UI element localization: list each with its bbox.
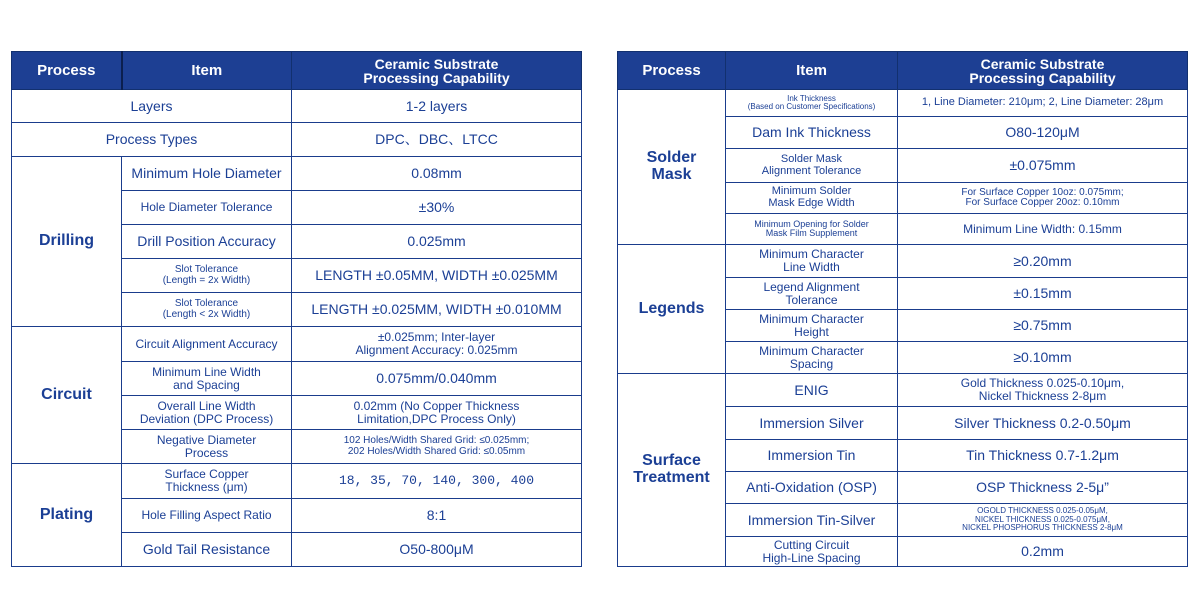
value-cell: ±30%: [292, 191, 582, 225]
value-cell: For Surface Copper 10oz: 0.075mm; For Surface Copper 20oz: 0.10mm: [898, 183, 1188, 214]
item-cell: Solder Mask Alignment Tolerance: [726, 149, 898, 183]
right-spec-table: [617, 51, 1188, 567]
value-cell: ≥0.20mm: [898, 245, 1188, 278]
table-row: [12, 464, 582, 499]
left-spec-table: [11, 51, 582, 567]
value-cell: OGOLD THICKNESS 0.025-0.05μM, NICKEL THICKNESS 0.025-0.075μM, NICKEL PHOSPHORUS THICKNESS 2-8μM: [898, 504, 1188, 537]
item-cell: Hole Diameter Tolerance: [122, 191, 292, 225]
layers-value: 1-2 layers: [292, 90, 582, 123]
item-cell: Anti-Oxidation (OSP): [726, 472, 898, 504]
value-cell: 0.02mm (No Copper Thickness Limitation,DPC Process Only): [292, 396, 582, 430]
table-row: [618, 245, 1188, 278]
item-cell: Hole Filling Aspect Ratio: [122, 499, 292, 533]
table-row: [12, 90, 582, 123]
value-cell: ≥0.75mm: [898, 310, 1188, 342]
item-cell: Minimum Line Width and Spacing: [122, 362, 292, 396]
value-cell: 0.2mm: [898, 537, 1188, 567]
item-cell: Slot Tolerance (Length < 2x Width): [122, 293, 292, 327]
process-surface-treatment: Surface Treatment: [618, 374, 726, 567]
item-cell: Immersion Silver: [726, 407, 898, 440]
value-cell: O80-120μM: [898, 117, 1188, 149]
item-cell: Minimum Opening for Solder Mask Film Supplement: [726, 214, 898, 245]
header-item: Item: [726, 52, 898, 90]
process-types-value: DPC、DBC、LTCC: [292, 123, 582, 157]
item-cell: Dam Ink Thickness: [726, 117, 898, 149]
item-cell: Cutting Circuit High-Line Spacing: [726, 537, 898, 567]
table-row: [12, 123, 582, 157]
item-cell: Immersion Tin-Silver: [726, 504, 898, 537]
process-solder-mask: Solder Mask: [618, 90, 726, 245]
value-cell: OSP Thickness 2-5μ”: [898, 472, 1188, 504]
table-header-row: [618, 52, 1188, 90]
value-cell: ≥0.10mm: [898, 342, 1188, 374]
value-cell: Tin Thickness 0.7-1.2μm: [898, 440, 1188, 472]
item-cell: Gold Tail Resistance: [122, 533, 292, 567]
layers-label: Layers: [12, 90, 292, 123]
item-cell: Minimum Hole Diameter: [122, 157, 292, 191]
value-cell: O50-800μM: [292, 533, 582, 567]
value-cell: ±0.025mm; Inter-layer Alignment Accuracy: 0.025mm: [292, 327, 582, 362]
item-cell: Immersion Tin: [726, 440, 898, 472]
value-cell: 102 Holes/Width Shared Grid: ≤0.025mm; 202 Holes/Width Shared Grid: ≤0.05mm: [292, 430, 582, 464]
item-cell: Minimum Character Height: [726, 310, 898, 342]
item-cell: Ink Thickness (Based on Customer Specifications): [726, 90, 898, 117]
table-row: [12, 327, 582, 362]
value-cell: ±0.075mm: [898, 149, 1188, 183]
table-header-row: [12, 52, 582, 90]
item-cell: Negative Diameter Process: [122, 430, 292, 464]
header-process: Process: [618, 52, 726, 90]
table-row: [618, 374, 1188, 407]
value-cell: LENGTH ±0.05MM, WIDTH ±0.025MM: [292, 259, 582, 293]
table-row: [12, 157, 582, 191]
process-legends: Legends: [618, 245, 726, 374]
value-cell: Minimum Line Width: 0.15mm: [898, 214, 1188, 245]
process-plating: Plating: [12, 464, 122, 567]
process-drilling: Drilling: [12, 157, 122, 327]
item-cell: ENIG: [726, 374, 898, 407]
header-process: Process: [12, 52, 122, 90]
value-cell: Silver Thickness 0.2-0.50μm: [898, 407, 1188, 440]
value-cell: 8:1: [292, 499, 582, 533]
value-cell: 0.08mm: [292, 157, 582, 191]
process-circuit: Circuit: [12, 327, 122, 464]
header-item: Item: [122, 52, 292, 90]
item-cell: Circuit Alignment Accuracy: [122, 327, 292, 362]
value-cell: LENGTH ±0.025MM, WIDTH ±0.010MM: [292, 293, 582, 327]
item-cell: Overall Line Width Deviation (DPC Process): [122, 396, 292, 430]
value-cell: ±0.15mm: [898, 278, 1188, 310]
header-capability: Ceramic Substrate Processing Capability: [898, 52, 1188, 90]
value-cell: 0.075mm/0.040mm: [292, 362, 582, 396]
item-cell: Minimum Character Spacing: [726, 342, 898, 374]
item-cell: Legend Alignment Tolerance: [726, 278, 898, 310]
value-cell: Gold Thickness 0.025-0.10μm, Nickel Thickness 2-8μm: [898, 374, 1188, 407]
item-cell: Slot Tolerance (Length = 2x Width): [122, 259, 292, 293]
item-cell: Surface Copper Thickness (μm): [122, 464, 292, 499]
value-cell: 0.025mm: [292, 225, 582, 259]
value-cell: 1, Line Diameter: 210μm; 2, Line Diameter: 28μm: [898, 90, 1188, 117]
value-cell: 18, 35, 70, 140, 300, 400: [292, 464, 582, 499]
item-cell: Drill Position Accuracy: [122, 225, 292, 259]
process-types-label: Process Types: [12, 123, 292, 157]
item-cell: Minimum Character Line Width: [726, 245, 898, 278]
item-cell: Minimum Solder Mask Edge Width: [726, 183, 898, 214]
table-row: [618, 90, 1188, 117]
header-capability: Ceramic Substrate Processing Capability: [292, 52, 582, 90]
